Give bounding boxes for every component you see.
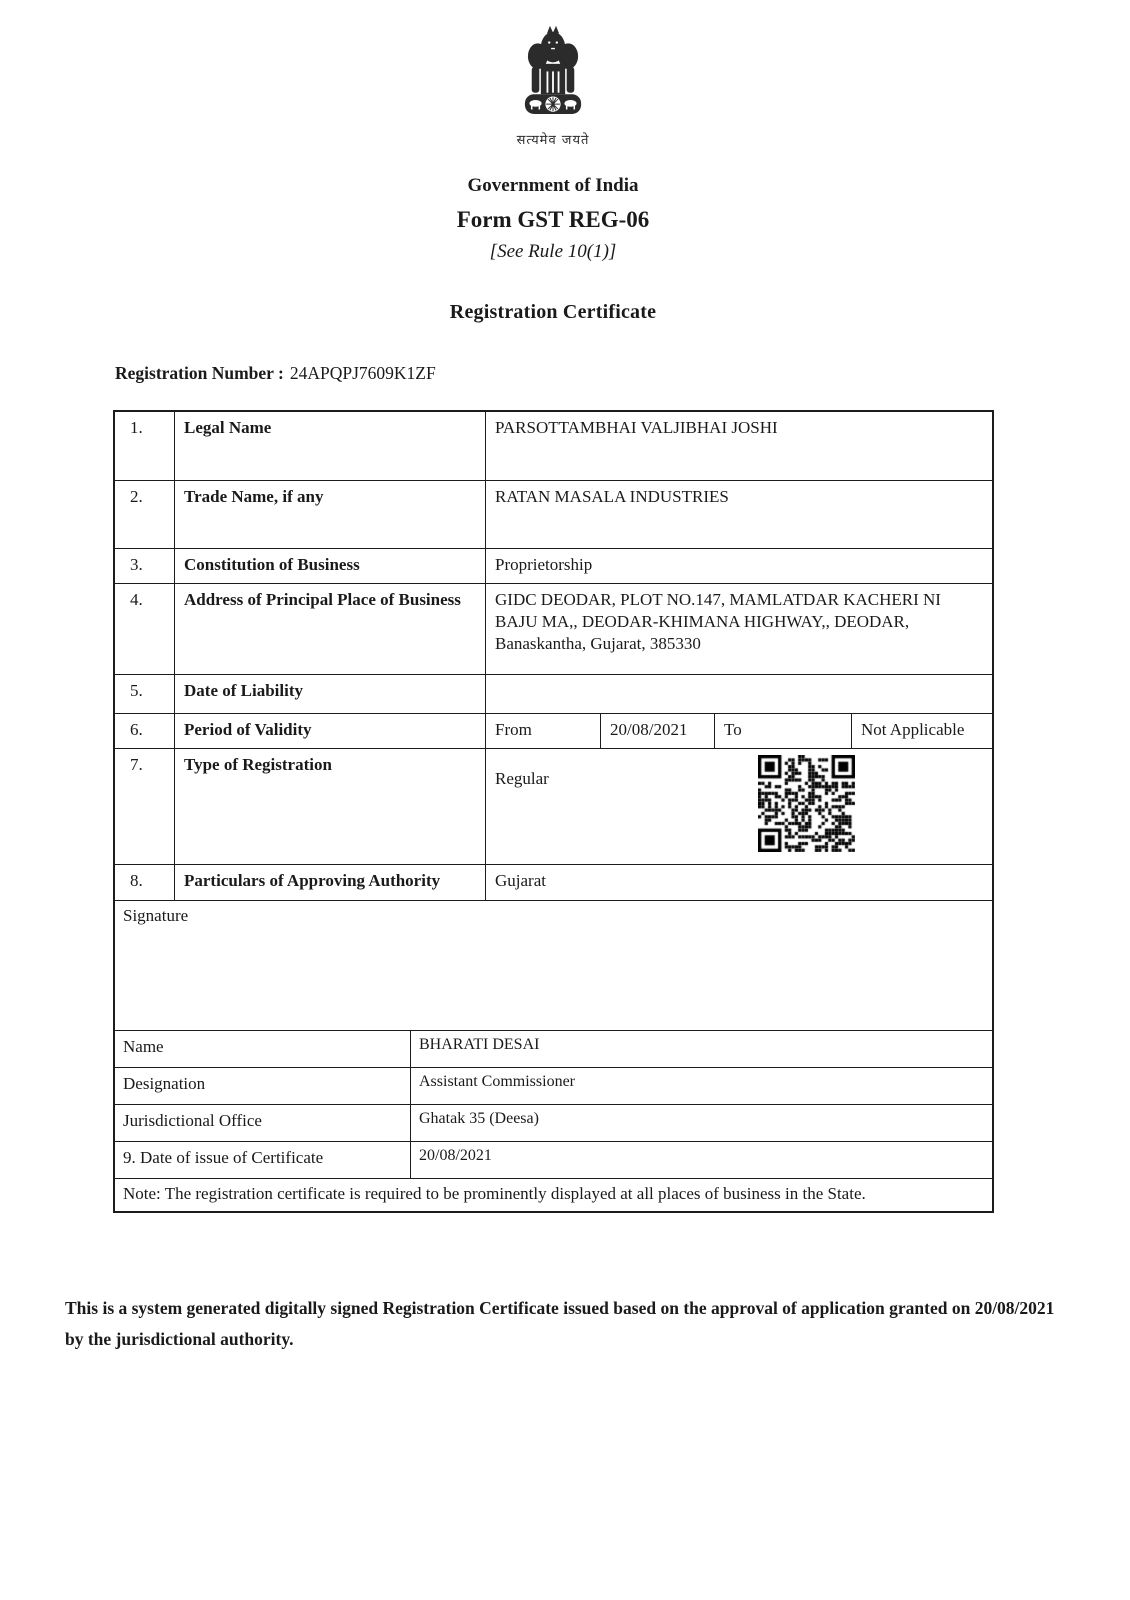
registration-number-value: 24APQPJ7609K1ZF bbox=[289, 363, 436, 383]
validity-from-label: From bbox=[485, 714, 600, 748]
document-header bbox=[0, 24, 1106, 324]
authority-value: BHARATI DESAI bbox=[410, 1031, 992, 1067]
authority-label: Designation bbox=[123, 1074, 206, 1093]
row-label: Trade Name, if any bbox=[174, 481, 485, 548]
authority-label: 9. Date of issue of Certificate bbox=[123, 1148, 324, 1167]
signature-cell: Signature bbox=[123, 906, 189, 925]
table-row-signature bbox=[115, 900, 992, 1030]
row-value: RATAN MASALA INDUSTRIES bbox=[485, 481, 992, 548]
row-serial: 3. bbox=[130, 555, 143, 574]
validity-subrow bbox=[485, 714, 992, 748]
registration-number-line bbox=[115, 363, 436, 384]
row-serial: 1. bbox=[130, 418, 143, 437]
table-row-address bbox=[115, 583, 992, 674]
row-value: PARSOTTAMBHAI VALJIBHAI JOSHI bbox=[485, 412, 992, 480]
table-row-type-of-registration bbox=[115, 748, 992, 864]
row-label: Date of Liability bbox=[174, 675, 485, 713]
validity-to-label: To bbox=[714, 714, 851, 748]
row-value bbox=[485, 675, 992, 713]
certificate-title: Registration Certificate bbox=[449, 301, 657, 323]
row-serial: 5. bbox=[130, 681, 143, 700]
table-row-approving-authority bbox=[115, 864, 992, 900]
validity-to-value: Not Applicable bbox=[851, 714, 992, 748]
table-row-legal-name bbox=[115, 412, 992, 480]
row-label: Address of Principal Place of Business bbox=[174, 584, 485, 674]
authority-value: 20/08/2021 bbox=[410, 1142, 992, 1178]
registration-number-label: Registration Number : bbox=[115, 363, 284, 383]
government-title: Government of India bbox=[467, 175, 639, 196]
row-serial: 8. bbox=[130, 871, 143, 890]
rule-reference: [See Rule 10(1)] bbox=[489, 241, 617, 262]
certificate-table bbox=[113, 410, 994, 1213]
table-row-date-of-issue bbox=[115, 1141, 992, 1178]
table-row-constitution bbox=[115, 548, 992, 583]
lion-capital-icon bbox=[515, 24, 591, 128]
footer-statement: This is a system generated digitally signed Registration Certificate issued based on the approval of application granted on 20/08/2021 by the jurisdictional authority. bbox=[65, 1298, 1055, 1349]
validity-from-value: 20/08/2021 bbox=[600, 714, 714, 748]
row-label: Type of Registration bbox=[174, 749, 485, 864]
qr-code bbox=[758, 755, 855, 852]
authority-label: Name bbox=[123, 1037, 164, 1056]
authority-value: Assistant Commissioner bbox=[410, 1068, 992, 1104]
row-label: Constitution of Business bbox=[174, 549, 485, 583]
row-label: Legal Name bbox=[174, 412, 485, 480]
table-row-note bbox=[115, 1178, 992, 1211]
table-row-jurisdictional-office bbox=[115, 1104, 992, 1141]
table-row-name bbox=[115, 1030, 992, 1067]
authority-label: Jurisdictional Office bbox=[123, 1111, 262, 1130]
table-row-designation bbox=[115, 1067, 992, 1104]
row-label: Period of Validity bbox=[174, 714, 485, 748]
row-value: Proprietorship bbox=[485, 549, 992, 583]
row-value: GIDC DEODAR, PLOT NO.147, MAMLATDAR KACHERI NI BAJU MA,, DEODAR-KHIMANA HIGHWAY,, DEODAR, Banaskantha, Gujarat, 385330 bbox=[485, 584, 992, 674]
authority-value: Ghatak 35 (Deesa) bbox=[410, 1105, 992, 1141]
row-serial: 6. bbox=[130, 720, 143, 739]
note-text: Note: The registration certificate is required to be prominently displayed at all places of business in the State. bbox=[123, 1184, 866, 1203]
india-emblem-icon bbox=[515, 24, 591, 148]
emblem-motto: सत्यमेव जयते bbox=[516, 133, 590, 148]
table-row-period-of-validity bbox=[115, 713, 992, 748]
row-serial: 2. bbox=[130, 487, 143, 506]
row-value: Regular bbox=[495, 769, 549, 788]
row-serial: 4. bbox=[130, 590, 143, 609]
row-serial: 7. bbox=[130, 755, 143, 774]
row-label: Particulars of Approving Authority bbox=[174, 865, 485, 900]
table-row-trade-name bbox=[115, 480, 992, 548]
table-row-date-of-liability bbox=[115, 674, 992, 713]
row-value: Gujarat bbox=[485, 865, 992, 900]
row-value-container bbox=[485, 749, 992, 864]
form-title: Form GST REG-06 bbox=[456, 207, 650, 232]
